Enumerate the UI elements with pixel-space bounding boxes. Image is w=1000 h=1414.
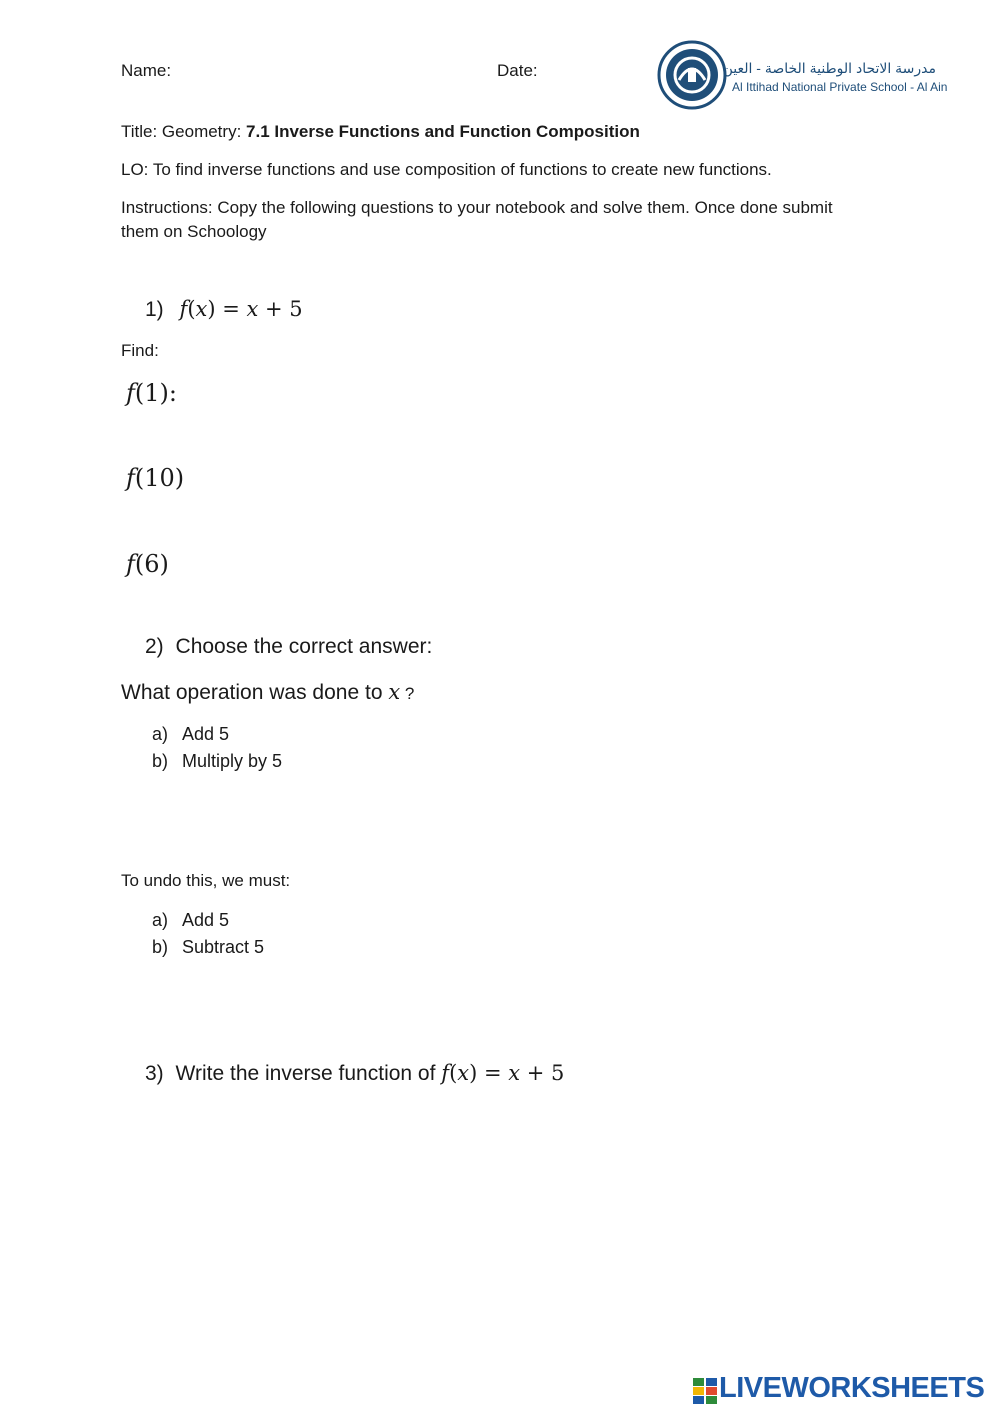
- school-name-english: Al Ittihad National Private School - Al Ain: [732, 80, 948, 94]
- name-label: Name:: [121, 61, 172, 80]
- liveworksheets-logo: [693, 1374, 993, 1406]
- school-crest-icon: [657, 40, 727, 110]
- learning-objective: LO: To find inverse functions and use composition of functions to create new functions.: [121, 160, 772, 179]
- find-item-1: f(1):: [126, 379, 177, 407]
- option-2a[interactable]: a) Add 5: [152, 910, 230, 930]
- worksheet-title: [121, 122, 640, 142]
- find-item-2: f(10): [126, 464, 185, 492]
- school-logo: [657, 40, 948, 112]
- school-name-arabic: مدرسة الاتحاد الوطنية الخاصة - العين: [722, 60, 936, 76]
- find-item-3: f(6): [126, 550, 169, 578]
- question-3-number: 3): [145, 1062, 164, 1085]
- question-1: [145, 297, 303, 322]
- instructions-line-2: them on Schoology: [121, 222, 267, 241]
- undo-label: To undo this, we must:: [121, 871, 291, 890]
- option-1a[interactable]: a) Add 5: [152, 724, 230, 744]
- question-1-number: 1): [145, 298, 164, 321]
- question-1-expression: f(x) = x + 5: [179, 297, 303, 321]
- question-2: [145, 635, 432, 659]
- question-3-expression: f(x) = x + 5: [441, 1061, 565, 1085]
- option-1b[interactable]: b) Multiply by 5: [152, 751, 283, 771]
- find-label: Find:: [121, 341, 159, 360]
- option-2b[interactable]: b) Subtract 5: [152, 937, 265, 957]
- liveworksheets-blocks-icon: [693, 1378, 717, 1404]
- question-3-text: Write the inverse function of: [175, 1062, 442, 1085]
- date-label: Date:: [497, 61, 538, 80]
- instructions-line-1: Instructions: Copy the following questions to your notebook and solve them. Once done submit: [121, 198, 833, 217]
- question-2-number: 2): [145, 635, 164, 658]
- question-3: [145, 1061, 564, 1086]
- liveworksheets-wordmark: LIVEWORKSHEETS: [719, 1372, 985, 1404]
- question-2-prompt: Choose the correct answer:: [175, 635, 433, 658]
- title-bold: 7.1 Inverse Functions and Function Composition: [246, 122, 640, 141]
- question-2-text: What operation was done to x ?: [121, 680, 415, 704]
- title-prefix: Title: Geometry:: [121, 122, 247, 141]
